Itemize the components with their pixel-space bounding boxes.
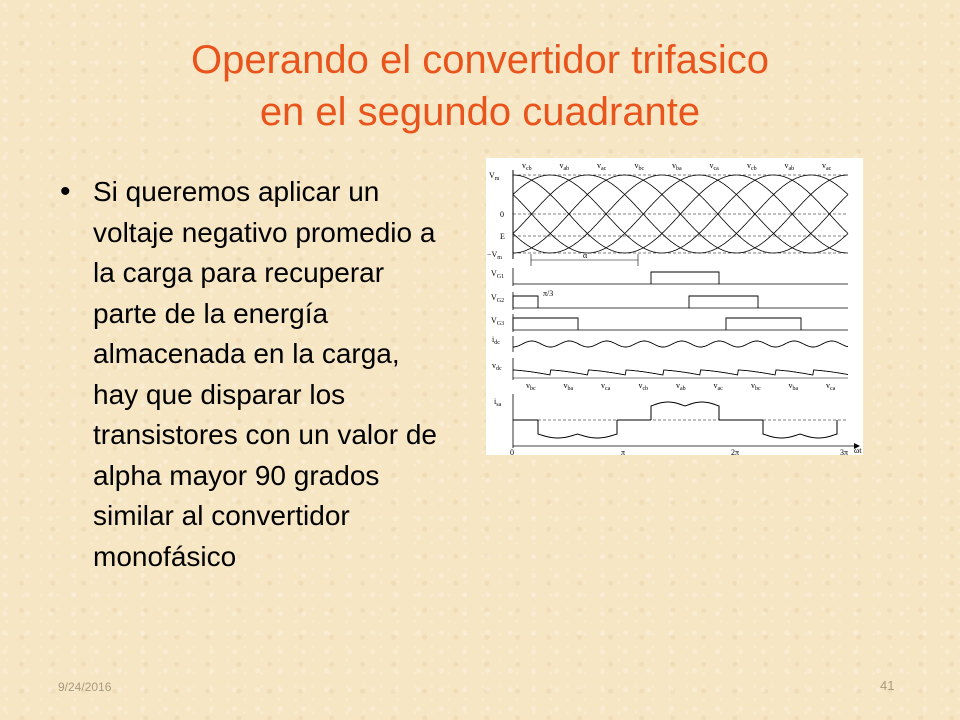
top-phase-label: $v_{cb}$ [747,161,757,172]
slide-number: 41 [880,678,895,693]
top-phase-label: $v_{ca}$ [709,161,719,172]
vg2-pulse [689,296,758,308]
label-neg-vm: $-V_m$ [487,250,502,261]
isa-positive-block [651,402,719,420]
x-tick-label: π [621,448,626,455]
label-vg3: $V_{G3}$ [491,316,505,327]
vg1-pulse [651,272,719,284]
label-isa: $i_{sa}$ [494,397,502,408]
x-axis-label: ωt [854,446,862,455]
x-tick-label: 2π [731,448,740,455]
label-vm: $V_m$ [489,171,500,182]
label-vg1: $V_{G1}$ [491,269,505,280]
bottom-phase-label: $v_{ba}$ [788,381,799,392]
top-phase-label: $v_{ac}$ [597,161,607,172]
top-phase-label: $v_{ba}$ [672,161,682,172]
slide-title [0,34,960,138]
vg2-pulse [513,296,538,308]
vg3-pulse [726,318,801,330]
waveform-figure [486,158,863,455]
bullet-list [60,172,450,577]
isa-negative-block [538,420,617,438]
bottom-phase-label: $v_{ac}$ [713,381,723,392]
x-tick-label: 0 [510,448,514,455]
vg3-pulse [513,318,578,330]
top-phase-label: $v_{ab}$ [559,161,570,172]
isa-negative-block [763,420,837,438]
bullet-dot: • [60,175,71,208]
x-tick-label: 3π [840,448,849,455]
label-vg2: $V_{G2}$ [491,293,505,304]
slide-date: 9/24/2016 [58,680,112,694]
top-phase-label: $v_{ac}$ [822,161,832,172]
alpha-label: α [583,251,588,260]
label-zero: 0 [500,210,504,219]
label-idc: $i_{dc}$ [492,335,500,346]
bottom-phase-label: $v_{ca}$ [826,381,836,392]
title-line-1: Operando el convertidor trifasico [190,38,770,82]
bottom-phase-label: $v_{bc}$ [526,381,536,392]
waveform-diagram [486,158,863,455]
bottom-phase-label: $v_{bc}$ [751,381,761,392]
top-phase-label: $v_{bc}$ [634,161,645,172]
bottom-phase-label: $v_{cb}$ [638,381,649,392]
idc-ripple [513,341,848,347]
label-e: E [500,232,505,241]
pi-over-3-label: π/3 [543,289,554,298]
bottom-phase-label: $v_{ab}$ [676,381,686,392]
vdc-ripple [513,370,848,375]
title-line-2: en el segundo cuadrante [259,90,701,134]
label-vdc: $v_{dc}$ [492,361,502,372]
bullet-text: Si queremos aplicar un voltaje negativo promedio a la carga para recuperar parte de la energía almacenada en la carga, hay que disparar los transistores con un valor de alpha mayor 90 grados similar al convertidor monofásico [93,176,437,572]
bottom-phase-label: $v_{ca}$ [601,381,611,392]
top-phase-label: $v_{cb}$ [522,161,532,172]
top-phase-label: $v_{ab}$ [784,161,795,172]
bottom-phase-label: $v_{ba}$ [563,381,574,392]
